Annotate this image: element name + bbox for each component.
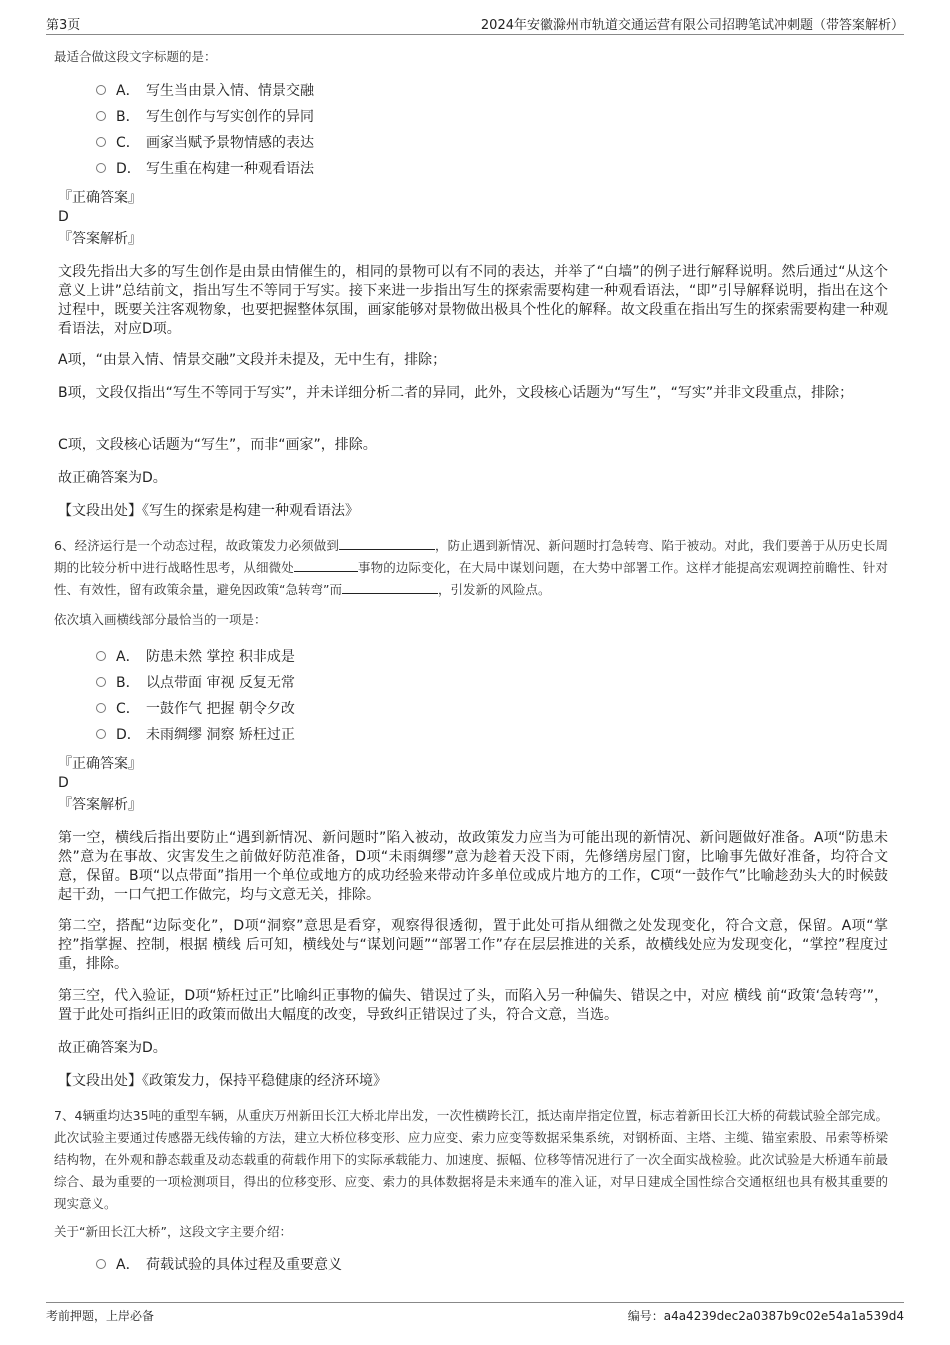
radio-icon[interactable] [96, 85, 106, 95]
radio-icon[interactable] [96, 729, 106, 739]
q6-option-a[interactable]: A． 防患未然 掌控 积非成是 [96, 646, 295, 668]
q5-option-c[interactable]: C． 画家当赋予景物情感的表达 [96, 132, 314, 154]
page-footer [46, 1302, 904, 1325]
q6-conclusion: 故正确答案为D。 [58, 1040, 167, 1056]
q5-option-a[interactable]: A． 写生当由景入情、情景交融 [96, 80, 314, 102]
radio-icon[interactable] [96, 651, 106, 661]
q5-analysis-a: A项，“由景入情、情景交融”文段并未提及，无中生有，排除； [58, 352, 447, 368]
q6-analysis-label: 『答案解析』 [58, 797, 142, 813]
q5-answer: D [58, 209, 69, 225]
q7-prompt: 关于“新田长江大桥”，这段文字主要介绍： [54, 1224, 292, 1239]
q5-source: 【文段出处】《写生的探索是构建一种观看语法》 [58, 503, 359, 519]
footer-slogan: 考前押题，上岸必备 [46, 1309, 155, 1323]
q5-analysis-main: 文段先指出大多的写生创作是由景由情催生的，相同的景物可以有不同的表达，并举了“白墙”的例子进行解释说明。然后通过“从这个意义上讲”总结前文，指出写生不等同于写实。接下来进一步指出写生的探索需要构建一种观看语法，“即”引导解释说明，指出在这个过程中，既要关注客观物象，也要把握整体氛围，画家能够对景物做出极具个性化的解释。故文段重在指出写生的探索需要构建一种观看语法，对应D项。 [58, 264, 888, 337]
document-title: 2024年安徽滁州市轨道交通运营有限公司招聘笔试冲刺题（带答案解析） [480, 18, 904, 33]
q7-option-a[interactable]: A． 荷载试验的具体过程及重要意义 [96, 1254, 342, 1276]
radio-icon[interactable] [96, 137, 106, 147]
q5-analysis-b: B项，文段仅指出“写生不等同于写实”，并未详细分析二者的异同，此外，文段核心话题为“写生”，“写实”并非文段重点，排除； [58, 385, 854, 401]
blank-3 [342, 579, 438, 594]
q6-prompt: 依次填入画横线部分最恰当的一项是： [54, 612, 267, 627]
q5-option-d[interactable]: D． 写生重在构建一种观看语法 [96, 158, 314, 180]
radio-icon[interactable] [96, 677, 106, 687]
radio-icon[interactable] [96, 703, 106, 713]
q5-analysis-label: 『答案解析』 [58, 231, 142, 247]
q6-analysis-second-blank: 第二空，搭配“边际变化”，D项“洞察”意思是看穿，观察得很透彻，置于此处可指从细微之处发现变化，符合文意，保留。A项“掌控”指掌握、控制，根据 横线 后可知，横线处与“谋划问题”“部署工作”存在层层推进的关系，故横线处应为发现变化，“掌控”程度过重，排除。 [58, 918, 888, 972]
radio-icon[interactable] [96, 163, 106, 173]
q5-option-b[interactable]: B． 写生创作与写实创作的异同 [96, 106, 314, 128]
q6-option-c[interactable]: C． 一鼓作气 把握 朝令夕改 [96, 698, 295, 720]
blank-1 [339, 535, 435, 550]
page-header [46, 12, 904, 35]
q6-stem: 6、经济运行是一个动态过程，故政策发力必须做到 ，防止遇到新情况、新问题时打急转弯、陷于被动。对此，我们要善于从历史长周期的比较分析中进行战略性思考，从细微处 事物的边际变化，在大局中谋划问题，在大势中部署工作。这样才能提高宏观调控前瞻性、针对性、有效性，留有政策余量，避免因政策“急转弯”而 ，引发新的风险点。 [54, 535, 888, 601]
document-code: 编号：a4a4239dec2a0387b9c02e54a1a539d4 [627, 1309, 904, 1323]
page-number: 第3页 [46, 18, 81, 33]
q6-answer-label: 『正确答案』 [58, 756, 142, 772]
q5-analysis-c: C项，文段核心话题为“写生”，而非“画家”，排除。 [58, 437, 377, 453]
q6-source: 【文段出处】《政策发力，保持平稳健康的经济环境》 [58, 1073, 387, 1089]
radio-icon[interactable] [96, 111, 106, 121]
q6-answer: D [58, 775, 69, 791]
q5-conclusion: 故正确答案为D。 [58, 470, 167, 486]
q6-option-b[interactable]: B． 以点带面 审视 反复无常 [96, 672, 295, 694]
q6-option-d[interactable]: D． 未雨绸缪 洞察 矫枉过正 [96, 724, 295, 746]
q6-analysis-third-blank: 第三空，代入验证，D项“矫枉过正”比喻纠正事物的偏失、错误过了头，而陷入另一种偏失、错误之中，对应 横线 前“政策‘急转弯’”，置于此处可指纠正旧的政策而做出大幅度的改变，导致纠正错误过了头，符合文意，当选。 [58, 988, 888, 1023]
q7-stem: 7、4辆重均达35吨的重型车辆，从重庆万州新田长江大桥北岸出发，一次性横跨长江，抵达南岸指定位置，标志着新田长江大桥的荷载试验全部完成。此次试验主要通过传感器无线传输的方法，建立大桥位移变形、应力应变、索力应变等数据采集系统，对钢桥面、主塔、主缆、锚室索股、吊索等桥梁结构物，在外观和静态载重及动态载重的荷载作用下的实际承载能力、加速度、振幅、位移等情况进行了一次全面实战检验。此次试验是大桥通车前最综合、最为重要的一项检测项目，得出的位移变形、应变、索力的具体数据将是未来通车的准入证，对早日建成全国性综合交通枢纽也具有极其重要的现实意义。 [54, 1108, 888, 1211]
blank-2 [294, 557, 358, 572]
q5-answer-label: 『正确答案』 [58, 190, 142, 206]
radio-icon[interactable] [96, 1259, 106, 1269]
q5-prompt: 最适合做这段文字标题的是： [54, 49, 217, 64]
q6-analysis-first-blank: 第一空，横线后指出要防止“遇到新情况、新问题时”陷入被动，故政策发力应当为可能出现的新情况、新问题做好准备。A项“防患未然”意为在事故、灾害发生之前做好防范准备，D项“未雨绸缪”意为趁着天没下雨，先修缮房屋门窗，比喻事先做好准备，均符合文意，保留。B项“以点带面”指用一个单位或地方的成功经验来带动许多单位或成片地方的工作，C项“一鼓作气”比喻趁劲头大的时候鼓起干劲，一口气把工作做完，均与文意无关，排除。 [58, 830, 888, 903]
